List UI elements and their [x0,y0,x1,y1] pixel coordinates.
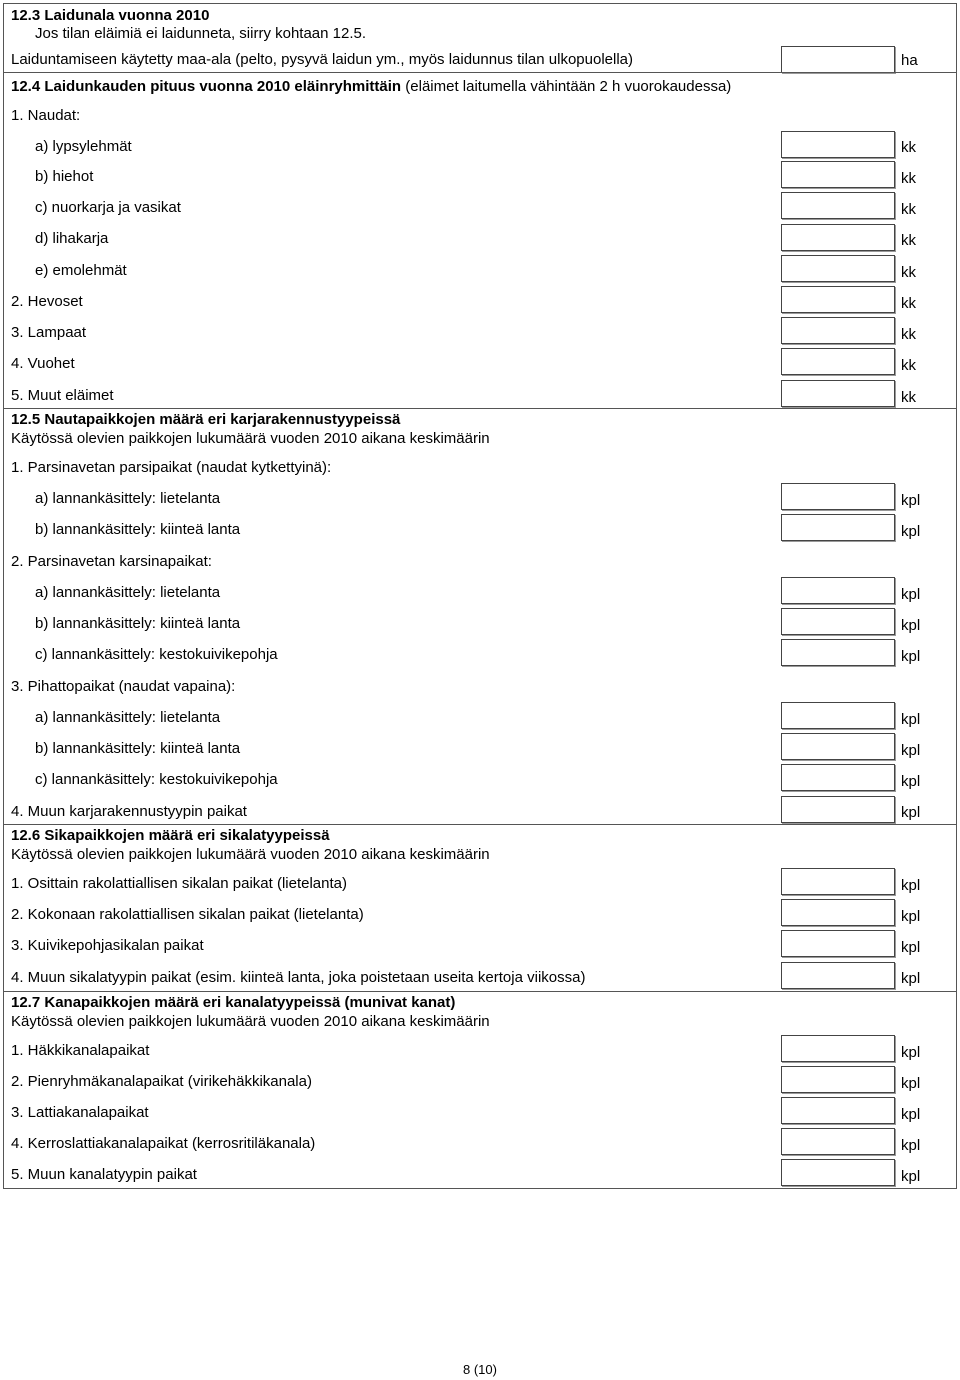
cattle-place-input[interactable] [781,764,895,791]
hen-place-unit: kpl [901,1106,921,1123]
cattle-place-input[interactable] [781,702,895,729]
grazing-row-label: 5. Muut eläimet [11,387,114,404]
grazing-row-unit: kk [901,201,916,218]
cattle-place-unit: kpl [901,523,921,540]
pig-place-label: 1. Osittain rakolattiallisen sikalan paikat (lietelanta) [11,875,347,892]
cattle-place-unit: kpl [901,586,921,603]
cattle-place-input[interactable] [781,608,895,635]
section-12-5-subtitle: Käytössä olevien paikkojen lukumäärä vuoden 2010 aikana keskimäärin [11,430,490,447]
section-divider [4,824,956,825]
pasture-area-label: Laiduntamiseen käytetty maa-ala (pelto, pysyvä laidun ym., myös laidunnus tilan ulkopuolella) [11,51,633,68]
grazing-row-input[interactable] [781,224,895,251]
grazing-row-unit: kk [901,232,916,249]
grazing-row-input[interactable] [781,192,895,219]
pasture-area-input[interactable] [781,46,895,73]
cattle-place-input[interactable] [781,514,895,541]
grazing-row-label: 3. Lampaat [11,324,87,341]
section-12-4-title-bold: 12.4 Laidunkauden pituus vuonna 2010 eläinryhmittäin [11,78,402,95]
hen-place-label: 1. Häkkikanalapaikat [11,1042,150,1059]
section-divider [4,72,956,73]
grazing-row-label: b) hiehot [35,168,94,185]
hen-place-input[interactable] [781,1128,895,1155]
grazing-row-unit: kk [901,326,916,343]
grazing-row-label: d) lihakarja [35,230,109,247]
grazing-row-input[interactable] [781,131,895,158]
pig-place-label: 3. Kuivikepohjasikalan paikat [11,937,204,954]
cattle-place-input[interactable] [781,733,895,760]
pig-place-input[interactable] [781,899,895,926]
page-number: 8 (10) [463,1362,497,1377]
pig-place-unit: kpl [901,970,921,987]
section-12-4-title-rest: (eläimet laitumella vähintään 2 h vuorokaudessa) [401,78,732,95]
grazing-row-input[interactable] [781,317,895,344]
grazing-row-input[interactable] [781,348,895,375]
section-12-7-title: 12.7 Kanapaikkojen määrä eri kanalatyypeissä (munivat kanat) [11,994,456,1011]
grazing-row-input[interactable] [781,255,895,282]
pig-place-unit: kpl [901,877,921,894]
hen-place-label: 4. Kerroslattiakanalapaikat (kerrosritiläkanala) [11,1135,316,1152]
cattle-place-label: b) lannankäsittely: kiinteä lanta [35,740,241,757]
cattle-place-input[interactable] [781,483,895,510]
section-12-4-title [11,78,731,96]
pasture-area-unit: ha [901,52,918,69]
cattle-place-unit: kpl [901,492,921,509]
stall-group-label: 1. Parsinavetan parsipaikat (naudat kytkettyinä): [11,459,332,476]
hen-place-label: 3. Lattiakanalapaikat [11,1104,149,1121]
grazing-row-label: a) lypsylehmät [35,138,132,155]
section-12-6-title: 12.6 Sikapaikkojen määrä eri sikalatyypeissä [11,827,330,844]
pig-place-label: 4. Muun sikalatyypin paikat (esim. kiinteä lanta, joka poistetaan useita kertoja viikossa) [11,969,586,986]
section-12-5-title: 12.5 Nautapaikkojen määrä eri karjarakennustyypeissä [11,411,401,428]
grazing-row-unit: kk [901,357,916,374]
cattle-place-label: c) lannankäsittely: kestokuivikepohja [35,646,278,663]
grazing-row-label: c) nuorkarja ja vasikat [35,199,181,216]
hen-place-input[interactable] [781,1035,895,1062]
cattle-place-label: c) lannankäsittely: kestokuivikepohja [35,771,278,788]
cattle-place-unit: kpl [901,773,921,790]
cattle-place-unit: kpl [901,648,921,665]
grazing-row-input[interactable] [781,286,895,313]
hen-place-label: 5. Muun kanalatyypin paikat [11,1166,197,1183]
pen-group-label: 2. Parsinavetan karsinapaikat: [11,553,212,570]
grazing-row-label: 4. Vuohet [11,355,75,372]
hen-place-unit: kpl [901,1168,921,1185]
hen-place-unit: kpl [901,1137,921,1154]
section-divider [4,408,956,409]
cattle-place-unit: kpl [901,804,921,821]
grazing-row-label: e) emolehmät [35,262,127,279]
cattle-place-label: a) lannankäsittely: lietelanta [35,709,221,726]
hen-place-unit: kpl [901,1075,921,1092]
pig-place-input[interactable] [781,868,895,895]
section-12-7-subtitle: Käytössä olevien paikkojen lukumäärä vuoden 2010 aikana keskimäärin [11,1013,490,1030]
section-12-3-title: 12.3 Laidunala vuonna 2010 [11,7,210,24]
grazing-row-unit: kk [901,264,916,281]
hen-place-input[interactable] [781,1097,895,1124]
hen-place-input[interactable] [781,1159,895,1186]
cattle-place-unit: kpl [901,711,921,728]
freestall-group-label: 3. Pihattopaikat (naudat vapaina): [11,678,236,695]
pig-place-unit: kpl [901,939,921,956]
cattle-place-unit: kpl [901,617,921,634]
pig-place-label: 2. Kokonaan rakolattiallisen sikalan paikat (lietelanta) [11,906,364,923]
cattle-group-label: 1. Naudat: [11,107,81,124]
grazing-row-input[interactable] [781,161,895,188]
cattle-place-input[interactable] [781,577,895,604]
cattle-place-input[interactable] [781,796,895,823]
grazing-row-unit: kk [901,139,916,156]
pig-place-input[interactable] [781,930,895,957]
section-12-6-subtitle: Käytössä olevien paikkojen lukumäärä vuoden 2010 aikana keskimäärin [11,846,490,863]
grazing-row-unit: kk [901,170,916,187]
cattle-place-unit: kpl [901,742,921,759]
cattle-place-label: b) lannankäsittely: kiinteä lanta [35,615,241,632]
pig-place-input[interactable] [781,962,895,989]
cattle-place-label: a) lannankäsittely: lietelanta [35,490,221,507]
survey-form [3,3,957,1189]
grazing-row-unit: kk [901,389,916,406]
pig-place-unit: kpl [901,908,921,925]
cattle-place-label: 4. Muun karjarakennustyypin paikat [11,803,247,820]
hen-place-label: 2. Pienryhmäkanalapaikat (virikehäkkikanala) [11,1073,312,1090]
cattle-place-label: a) lannankäsittely: lietelanta [35,584,221,601]
section-12-3-note: Jos tilan eläimiä ei laidunneta, siirry kohtaan 12.5. [35,25,367,42]
hen-place-input[interactable] [781,1066,895,1093]
grazing-row-input[interactable] [781,380,895,407]
section-divider [4,991,956,992]
cattle-place-label: b) lannankäsittely: kiinteä lanta [35,521,241,538]
cattle-place-input[interactable] [781,639,895,666]
grazing-row-label: 2. Hevoset [11,293,83,310]
grazing-row-unit: kk [901,295,916,312]
hen-place-unit: kpl [901,1044,921,1061]
